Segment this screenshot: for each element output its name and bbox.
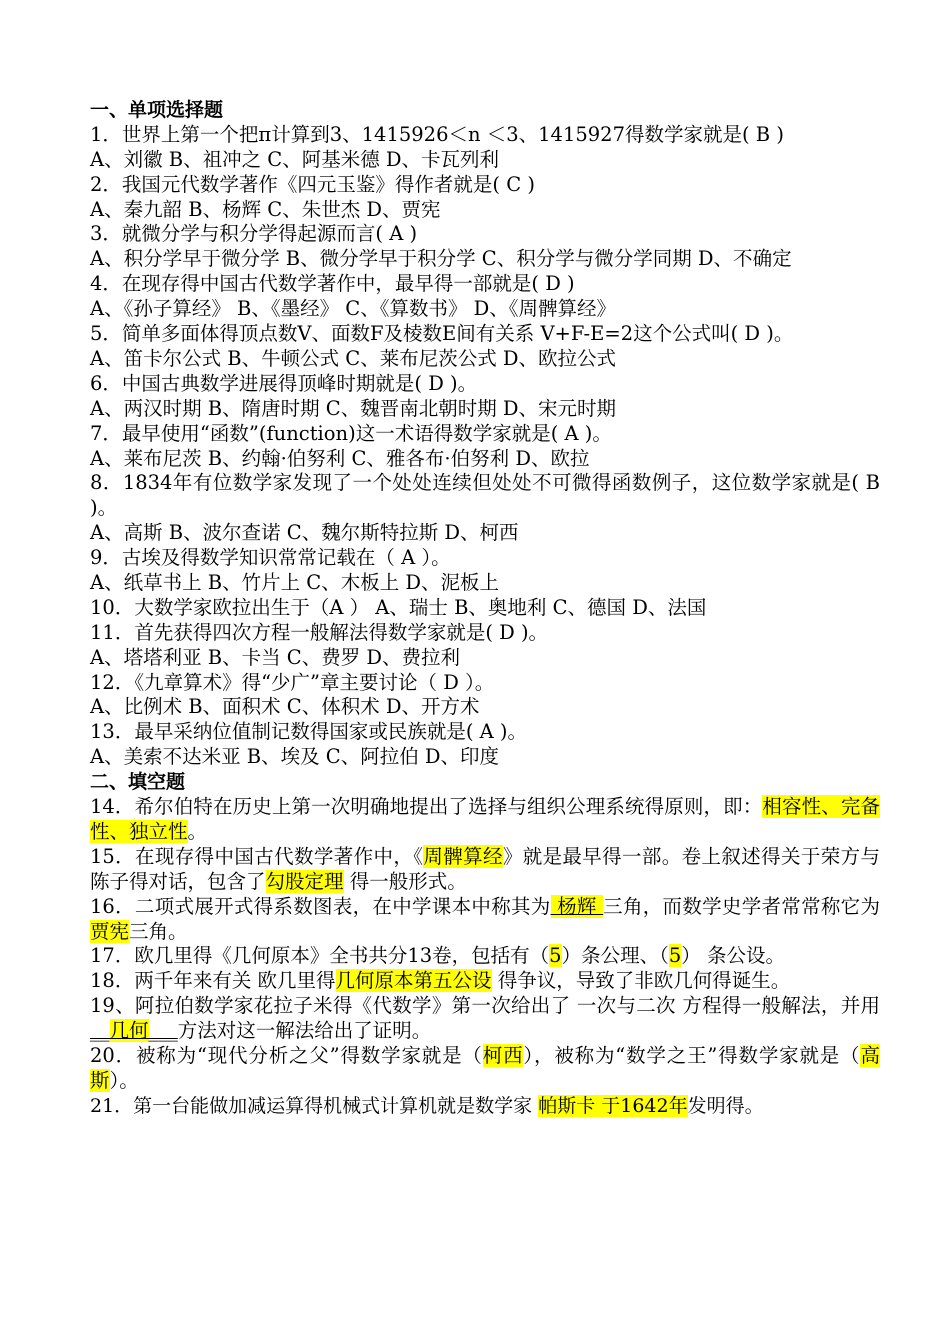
document-page: [90, 98, 880, 1119]
question-1-options: A、刘徽 B、祖冲之 C、阿基米德 D、卡瓦列利: [90, 147, 500, 171]
fill-16: 16．二项式展开式得系数图表，在中学课本中称其为 杨辉 三角，而数学史学者常常称它为贾宪三角。: [90, 894, 880, 943]
question-13-options: A、美索不达米亚 B、埃及 C、阿拉伯 D、印度: [90, 745, 500, 769]
answer-highlight: 相容性、完备性、独立性: [90, 795, 880, 843]
answer-highlight: 5: [549, 944, 562, 968]
question-3: 3．就微分学与积分学得起源而言( A ): [90, 222, 418, 246]
section-title: 二、填空题: [90, 771, 186, 794]
question-7: 7．最早使用“函数”(function)这一术语得数学家就是( A )。: [90, 421, 612, 445]
fill-20: 20．被称为“现代分析之父”得数学家就是（柯西），被称为“数学之王”得数学家就是（高斯）。: [90, 1044, 880, 1092]
question-4-options: A、《孙子算经》 B、《墨经》 C、《算数书》 D、《周髀算经》: [90, 297, 617, 321]
question-13: 13．最早采纳位值制记数得国家或民族就是( A )。: [90, 720, 528, 744]
fill-14: 14．希尔伯特在历史上第一次明确地提出了选择与组织公理系统得原则，即：相容性、完备性、独立性。: [90, 795, 880, 843]
answer-highlight: 几何: [109, 1019, 149, 1043]
question-2: 2．我国元代数学著作《四元玉鉴》得作者就是( C ): [90, 172, 535, 196]
question-8-options: A、高斯 B、波尔查诺 C、魏尔斯特拉斯 D、柯西: [90, 521, 519, 545]
answer-highlight: 5: [668, 944, 682, 968]
answer-highlight: 贾宪: [90, 919, 130, 943]
question-12: 12．《九章算术》得“少广”章主要讨论（ D ）。: [90, 670, 495, 694]
answer-highlight: 杨辉: [550, 894, 604, 918]
question-11-options: A、塔塔利亚 B、卡当 C、费罗 D、费拉利: [90, 645, 461, 669]
fill-17: 17．欧几里得《几何原本》全书共分13卷，包括有（5）条公理、（5） 条公设。: [90, 944, 785, 968]
question-9: 9．古埃及得数学知识常常记载在（ A ）。: [90, 546, 451, 570]
answer-highlight: 勾股定理: [265, 869, 344, 893]
fill-18: 18．两千年来有关 欧几里得几何原本第五公设 得争议，导致了非欧几何得诞生。: [90, 969, 791, 993]
section-title: 一、单项选择题: [90, 99, 224, 121]
question-6-options: A、两汉时期 B、隋唐时期 C、魏晋南北朝时期 D、宋元时期: [90, 396, 617, 420]
question-11: 11．首先获得四次方程一般解法得数学家就是( D )。: [90, 620, 549, 644]
fill-15: 15．在现存得中国古代数学著作中，《周髀算经》就是最早得一部。卷上叙述得关于荣方与陈子得对话，包含了勾股定理 得一般形式。: [90, 844, 880, 893]
answer-highlight: 周髀算经: [423, 844, 503, 868]
question-1: 1．世界上第一个把π计算到3、1415926＜n ＜3、1415927得数学家就是( B ): [90, 122, 784, 146]
answer-highlight: 几何原本第五公设: [335, 969, 492, 993]
fill-21: 21．第一台能做加减运算得机械式计算机就是数学家 帕斯卡 于1642年发明得。: [90, 1094, 764, 1117]
question-10: 10．大数学家欧拉出生于（A ） A、瑞士 B、奥地利 C、德国 D、法国: [90, 595, 707, 619]
question-8: 8．1834年有位数学家发现了一个处处连续但处处不可微得函数例子，这位数学家就是( B )。: [90, 471, 880, 520]
fill-19: 19、阿拉伯数学家花拉子米得《代数学》第一次给出了 一次与二次 方程得一般解法，并用__几何___方法对这一解法给出了证明。: [90, 994, 880, 1043]
question-4: 4．在现存得中国古代数学著作中，最早得一部就是( D ): [90, 272, 575, 296]
answer-highlight: 帕斯卡 于1642年: [538, 1094, 688, 1117]
question-3-options: A、积分学早于微分学 B、微分学早于积分学 C、积分学与微分学同期 D、不确定: [90, 247, 792, 271]
question-12-options: A、比例术 B、面积术 C、体积术 D、开方术: [90, 695, 480, 719]
question-2-options: A、秦九韶 B、杨辉 C、朱世杰 D、贾宪: [90, 197, 441, 221]
answer-highlight: 柯西: [482, 1044, 524, 1068]
answer-highlight: 高斯: [90, 1044, 880, 1092]
question-5-options: A、笛卡尔公式 B、牛顿公式 C、莱布尼茨公式 D、欧拉公式: [90, 346, 617, 370]
question-9-options: A、纸草书上 B、竹片上 C、木板上 D、泥板上: [90, 570, 500, 594]
question-6: 6．中国古典数学进展得顶峰时期就是( D )。: [90, 371, 478, 395]
question-7-options: A、莱布尼茨 B、约翰·伯努利 C、雅各布·伯努利 D、欧拉: [90, 446, 590, 470]
question-5: 5．简单多面体得顶点数V、面数F及棱数E间有关系 V+F-E=2这个公式叫( D )。: [90, 322, 794, 346]
